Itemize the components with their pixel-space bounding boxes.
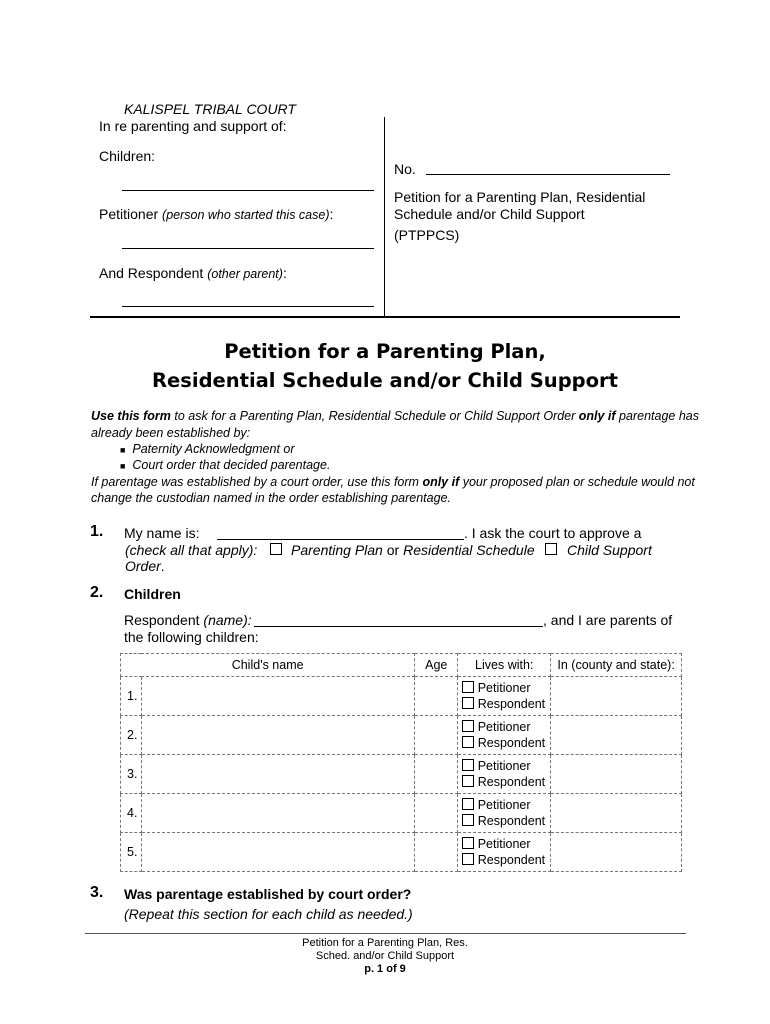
petitioner-note: (person who started this case) — [162, 208, 330, 222]
bullet-item — [120, 442, 295, 456]
respondent-colon: : — [282, 265, 287, 281]
section-1-number: 1. — [90, 523, 104, 540]
table-row — [121, 833, 682, 872]
petitioner-name-line[interactable] — [122, 248, 374, 249]
court-name: KALISPEL TRIBAL COURT — [124, 101, 296, 117]
petitioner-option: Petitioner — [477, 759, 531, 773]
children-name-line[interactable] — [122, 190, 374, 191]
instructions-line-3 — [91, 475, 695, 489]
instructions-line-4: change the custodian named in the order establishing parentage. — [91, 491, 451, 505]
instructions-text-2: parentage has — [615, 409, 699, 423]
lives-with-cell — [458, 716, 551, 755]
order-dot: . — [160, 558, 165, 574]
respondent-label: And Respondent — [99, 265, 204, 281]
instructions-text-1: to ask for a Parenting Plan, Residential Schedule or Child Support Order — [170, 409, 579, 423]
order-row — [125, 558, 165, 575]
bullet-icon: ■ — [120, 461, 126, 471]
table-row — [121, 716, 682, 755]
row-number: 4. — [121, 794, 142, 833]
instructions-use-form: Use this form — [91, 409, 171, 423]
petitioner-option: Petitioner — [477, 837, 531, 851]
petitioner-colon: : — [329, 206, 334, 222]
option-child-support: Child Support — [567, 542, 652, 558]
option-parenting-plan: Parenting Plan — [291, 542, 383, 558]
instructions-only-if-1: only if — [578, 409, 616, 423]
age-cell[interactable] — [415, 677, 458, 716]
county-state-cell[interactable] — [551, 833, 682, 872]
in-re-label: In re parenting and support of: — [99, 118, 287, 134]
parents-of-text: , and I are parents of — [543, 612, 673, 628]
lives-with-cell — [458, 677, 551, 716]
column-header-lives-with: Lives with: — [458, 654, 551, 677]
county-state-cell[interactable] — [551, 677, 682, 716]
order-label: Order — [125, 558, 161, 574]
row-number: 3. — [121, 755, 142, 794]
option-1-label — [291, 542, 535, 559]
option-residential-schedule: Residential Schedule — [403, 542, 535, 558]
section-3-heading: Was parentage established by court order? — [124, 886, 412, 902]
row-number: 1. — [121, 677, 142, 716]
parenting-plan-checkbox[interactable] — [270, 543, 282, 555]
instructions-text-3: If parentage was established by a court order, use this form — [91, 475, 423, 489]
table-row — [121, 794, 682, 833]
county-state-cell[interactable] — [551, 794, 682, 833]
bullet-text: Court order that decided parentage. — [132, 458, 331, 472]
petitioner-option: Petitioner — [477, 681, 531, 695]
respondent-checkbox[interactable] — [462, 814, 474, 826]
respondent-checkbox[interactable] — [462, 853, 474, 865]
check-all-label: (check all that apply): — [125, 542, 258, 558]
county-state-cell[interactable] — [551, 716, 682, 755]
caption-doc-title-2: Schedule and/or Child Support — [394, 206, 585, 222]
petitioner-option: Petitioner — [477, 798, 531, 812]
respondent-checkbox[interactable] — [462, 736, 474, 748]
row-number: 2. — [121, 716, 142, 755]
lives-with-cell — [458, 833, 551, 872]
table-row — [121, 755, 682, 794]
age-cell[interactable] — [415, 716, 458, 755]
respondent-note: (other parent) — [207, 267, 283, 281]
child-name-cell[interactable] — [141, 677, 414, 716]
row-number: 5. — [121, 833, 142, 872]
lives-with-cell — [458, 794, 551, 833]
column-header-county-state: In (county and state): — [551, 654, 682, 677]
instructions-line-2: already been established by: — [91, 426, 251, 440]
respondent-name-note: (name): — [203, 612, 252, 628]
check-all-row — [125, 542, 257, 559]
following-children-text: the following children: — [124, 629, 259, 645]
name-label: My name is: — [124, 525, 200, 541]
case-number-line[interactable] — [426, 174, 670, 175]
footer-line-1: Petition for a Parenting Plan, Res. — [302, 937, 468, 949]
column-header-age: Age — [415, 654, 458, 677]
respondent-checkbox[interactable] — [462, 697, 474, 709]
child-name-cell[interactable] — [141, 755, 414, 794]
table-header-row — [121, 654, 682, 677]
section-2-number: 2. — [90, 584, 104, 601]
bullet-text: Paternity Acknowledgment or — [132, 442, 295, 456]
petitioner-label: Petitioner — [99, 206, 159, 222]
children-table — [120, 653, 682, 872]
respondent-name-line[interactable] — [122, 306, 374, 307]
lives-with-cell — [458, 755, 551, 794]
petitioner-option: Petitioner — [477, 720, 531, 734]
respondent-option: Respondent — [477, 736, 546, 750]
case-number-label: No. — [394, 161, 416, 177]
table-row — [121, 677, 682, 716]
county-state-cell[interactable] — [551, 755, 682, 794]
petitioner-checkbox[interactable] — [462, 720, 474, 732]
respondent-option: Respondent — [477, 814, 546, 828]
bullet-item — [120, 458, 330, 472]
age-cell[interactable] — [415, 794, 458, 833]
child-support-checkbox[interactable] — [545, 543, 557, 555]
child-name-cell[interactable] — [141, 833, 414, 872]
approve-text: . I ask the court to approve a — [464, 525, 642, 541]
age-cell[interactable] — [415, 755, 458, 794]
child-name-cell[interactable] — [141, 794, 414, 833]
children-label: Children: — [99, 148, 156, 164]
child-name-cell[interactable] — [141, 716, 414, 755]
name-line[interactable] — [217, 539, 464, 540]
petitioner-checkbox[interactable] — [462, 798, 474, 810]
instructions-only-if-2: only if — [422, 475, 460, 489]
respondent-name-line[interactable] — [254, 626, 543, 627]
instructions-text-4: your proposed plan or schedule would not — [459, 475, 695, 489]
respondent-row — [124, 612, 252, 629]
section-3-note: (Repeat this section for each child as needed.) — [124, 906, 413, 922]
option-or: or — [382, 542, 404, 558]
respondent-option: Respondent — [477, 853, 546, 867]
respondent-option: Respondent — [477, 775, 546, 789]
footer-page-number: p. 1 of 9 — [364, 963, 406, 975]
column-header-child-name: Child's name — [121, 654, 415, 677]
respondent-label-row — [99, 265, 287, 283]
bullet-icon: ■ — [120, 445, 126, 455]
caption-doc-title-1: Petition for a Parenting Plan, Residential — [394, 189, 646, 205]
respondent-word: Respondent — [124, 612, 204, 628]
form-title-line-1: Petition for a Parenting Plan, — [224, 340, 546, 363]
caption-divider — [384, 117, 385, 317]
form-title-line-2: Residential Schedule and/or Child Support — [152, 369, 618, 392]
section-3-number: 3. — [90, 884, 104, 901]
petitioner-checkbox[interactable] — [462, 759, 474, 771]
caption-bottom-rule — [90, 316, 680, 318]
instructions-line-1 — [91, 409, 699, 423]
footer-rule — [85, 933, 686, 934]
petitioner-label-row — [99, 206, 333, 224]
respondent-checkbox[interactable] — [462, 775, 474, 787]
caption-doc-code: (PTPPCS) — [394, 227, 460, 243]
footer-line-2: Sched. and/or Child Support — [315, 950, 455, 962]
respondent-option: Respondent — [477, 697, 546, 711]
petitioner-checkbox[interactable] — [462, 837, 474, 849]
section-2-heading: Children — [124, 586, 181, 602]
age-cell[interactable] — [415, 833, 458, 872]
petitioner-checkbox[interactable] — [462, 681, 474, 693]
